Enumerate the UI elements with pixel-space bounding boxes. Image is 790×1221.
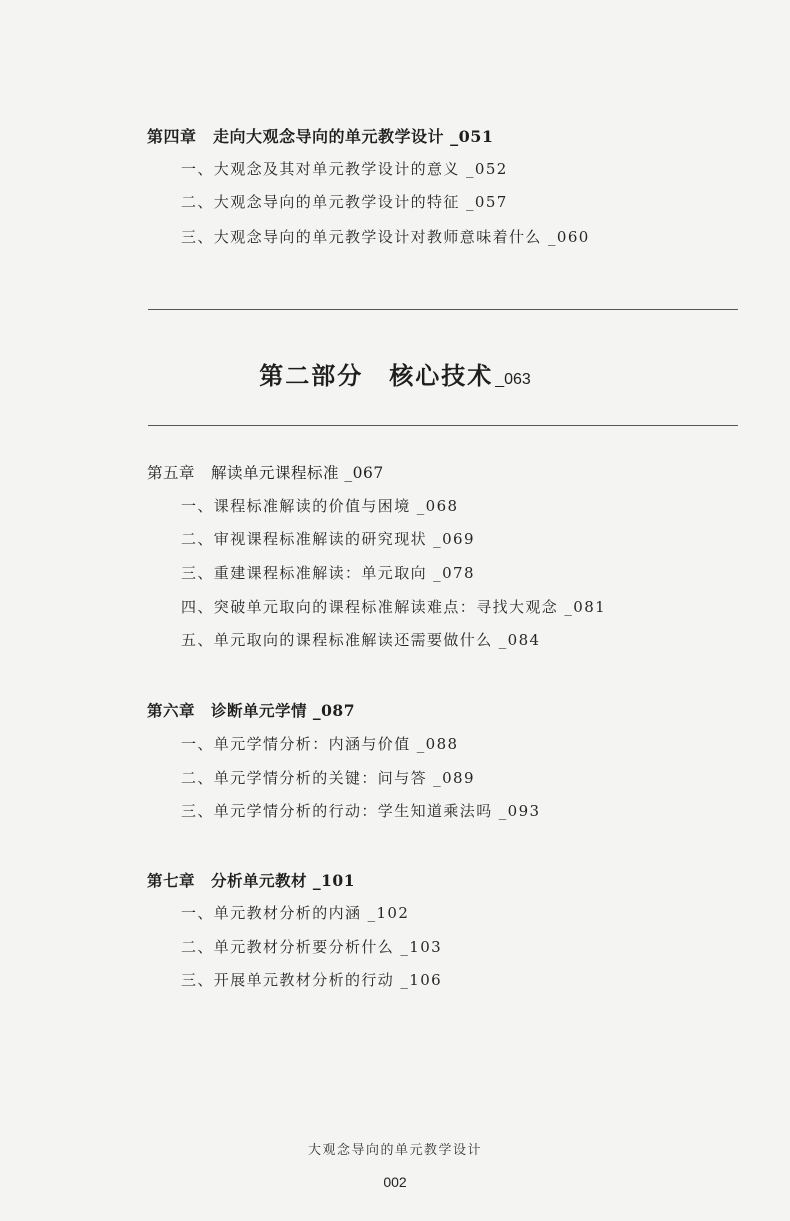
page-number: 002	[383, 1174, 407, 1190]
part-divider-bottom	[148, 425, 738, 426]
chapter-7-section-1: 一、单元教材分析的内涵 _102	[181, 904, 410, 922]
chapter-5-title: 第五章 解读单元课程标准 _067	[147, 464, 384, 482]
part-2-page: _063	[495, 371, 531, 388]
part-2-title: 第二部分 核心技术	[259, 361, 494, 390]
chapter-6-title: 第六章 诊断单元学情 _087	[147, 701, 356, 720]
chapter-6-section-1: 一、单元学情分析：内涵与价值 _088	[181, 735, 459, 753]
chapter-4-title: 第四章 走向大观念导向的单元教学设计 _051	[147, 127, 494, 146]
chapter-7-title: 第七章 分析单元教材 _101	[147, 871, 356, 890]
chapter-4-section-3: 三、大观念导向的单元教学设计对教师意味着什么 _060	[181, 228, 590, 246]
chapter-5-section-1: 一、课程标准解读的价值与困境 _068	[181, 497, 459, 515]
chapter-6-section-2: 二、单元学情分析的关键：问与答 _089	[181, 769, 475, 787]
chapter-5-section-3: 三、重建课程标准解读：单元取向 _078	[181, 564, 475, 582]
chapter-5-section-2: 二、审视课程标准解读的研究现状 _069	[181, 530, 475, 548]
chapter-5-section-5: 五、单元取向的课程标准解读还需要做什么 _084	[181, 631, 541, 649]
chapter-4-section-2: 二、大观念导向的单元教学设计的特征 _057	[181, 193, 508, 211]
part-2-heading	[0, 356, 790, 391]
running-footer-title: 大观念导向的单元教学设计	[307, 1143, 482, 1158]
chapter-4-section-1: 一、大观念及其对单元教学设计的意义 _052	[181, 160, 508, 178]
part-divider-top	[148, 309, 738, 310]
chapter-7-section-3: 三、开展单元教材分析的行动 _106	[181, 971, 443, 989]
chapter-7-section-2: 二、单元教材分析要分析什么 _103	[181, 938, 443, 956]
chapter-6-section-3: 三、单元学情分析的行动：学生知道乘法吗 _093	[181, 802, 541, 820]
chapter-5-section-4: 四、突破单元取向的课程标准解读难点：寻找大观念 _081	[181, 598, 607, 616]
